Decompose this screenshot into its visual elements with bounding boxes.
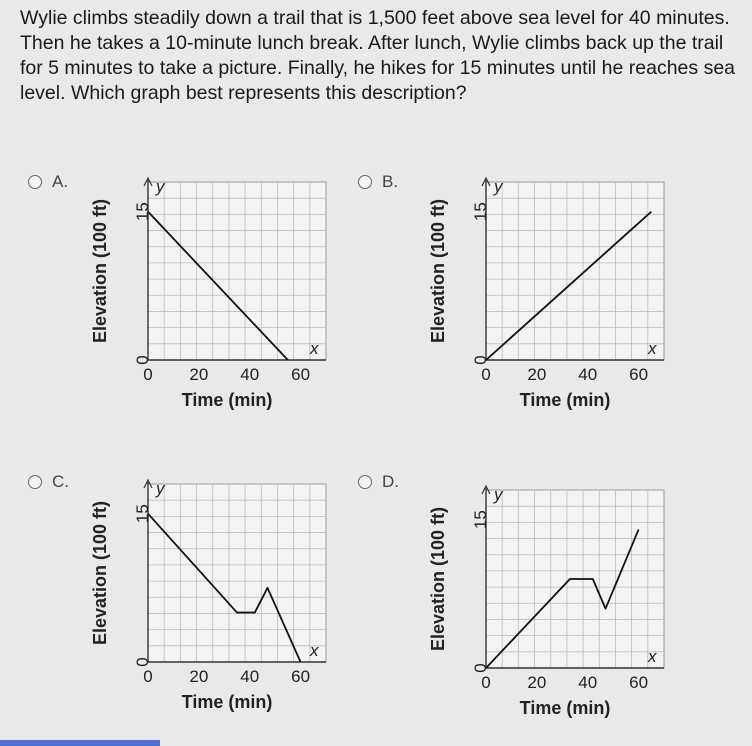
option-d-label: D. (382, 472, 399, 491)
plot-background (148, 484, 326, 662)
y-tick-label: 0 (133, 355, 152, 365)
option-a[interactable] (28, 172, 68, 192)
graph-d (418, 478, 688, 738)
x-tick-label: 20 (527, 365, 547, 384)
x-tick-label: 0 (481, 365, 491, 384)
x-axis-title: Time (min) (519, 698, 611, 718)
plot-background (148, 182, 326, 360)
plot-background (486, 182, 664, 360)
y-axis-letter: y (494, 485, 503, 504)
graph-c (80, 472, 350, 732)
y-axis-letter: y (156, 177, 165, 196)
x-axis-title: Time (min) (181, 692, 273, 712)
y-tick-label: 15 (133, 504, 152, 524)
y-axis-title: Elevation (100 ft) (90, 500, 110, 646)
x-tick-label: 40 (578, 673, 598, 692)
x-axis-letter: x (310, 641, 319, 660)
x-tick-label: 40 (578, 365, 598, 384)
y-tick-label: 15 (471, 202, 490, 222)
y-axis-letter: y (494, 177, 503, 196)
x-axis-letter: x (648, 339, 657, 358)
x-tick-label: 20 (189, 365, 209, 384)
x-tick-label: 20 (527, 673, 547, 692)
x-tick-label: 40 (240, 365, 260, 384)
option-b[interactable] (358, 172, 398, 192)
y-tick-label: 15 (133, 202, 152, 222)
x-tick-label: 0 (481, 673, 491, 692)
y-tick-label: 0 (471, 355, 490, 365)
x-axis-letter: x (310, 339, 319, 358)
option-c[interactable] (28, 472, 69, 492)
x-axis-title: Time (min) (519, 390, 611, 410)
graph-a (80, 170, 350, 430)
x-tick-label: 0 (143, 667, 153, 686)
x-tick-label: 0 (143, 365, 153, 384)
x-tick-label: 40 (240, 667, 260, 686)
option-c-label: C. (52, 472, 69, 491)
x-tick-label: 60 (291, 365, 311, 384)
x-axis-title: Time (min) (181, 390, 273, 410)
x-axis-letter: x (648, 647, 657, 666)
x-tick-label: 60 (291, 667, 311, 686)
x-tick-label: 20 (189, 667, 209, 686)
bottom-accent-bar (0, 740, 160, 746)
option-d-radio[interactable] (358, 475, 372, 489)
x-tick-label: 60 (629, 673, 649, 692)
option-c-radio[interactable] (28, 475, 42, 489)
option-d[interactable] (358, 472, 399, 492)
graph-b (418, 170, 688, 430)
y-axis-title: Elevation (100 ft) (90, 198, 110, 344)
x-tick-label: 60 (629, 365, 649, 384)
y-axis-title: Elevation (100 ft) (428, 506, 448, 652)
y-tick-label: 0 (133, 657, 152, 667)
option-a-radio[interactable] (28, 175, 42, 189)
option-b-label: B. (382, 172, 399, 191)
y-tick-label: 15 (471, 510, 490, 530)
y-axis-letter: y (156, 479, 165, 498)
option-a-label: A. (52, 172, 69, 191)
option-b-radio[interactable] (358, 175, 372, 189)
y-axis-title: Elevation (100 ft) (428, 198, 448, 344)
question-text: Wylie climbs steadily down a trail that is 1,500 feet above sea level for 40 minutes. Then he takes a 10-minute lunch break. After lunch, Wylie climbs back up the trail for 5 minutes to take a picture. Finally, he hikes for 15 minutes until he reaches sea level. Which graph best represents this description? (20, 7, 736, 104)
y-tick-label: 0 (471, 663, 490, 673)
